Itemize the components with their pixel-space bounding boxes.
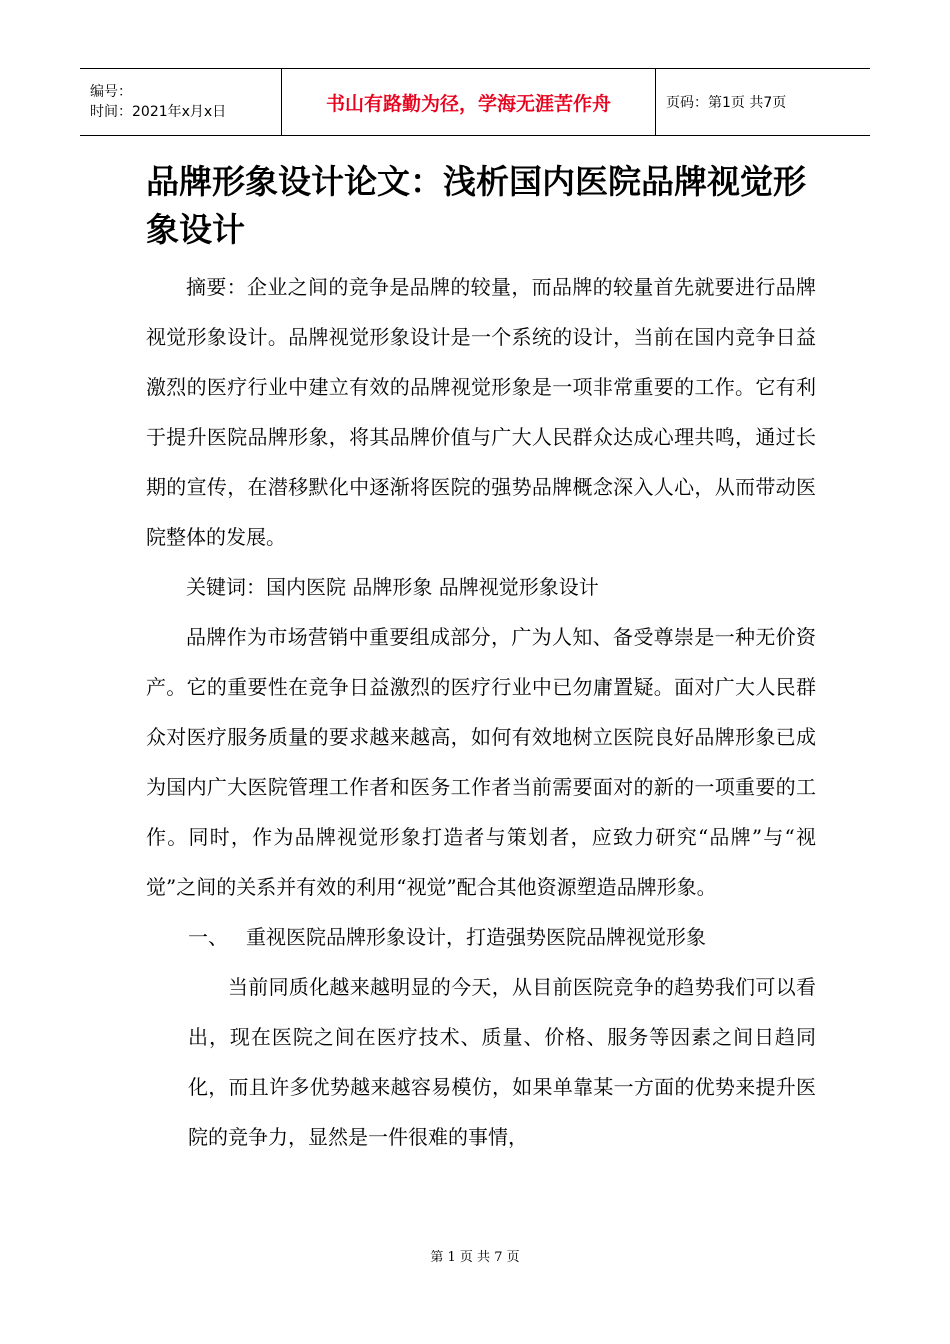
page-footer: 第 1 页 共 7 页 <box>430 1250 520 1265</box>
document-number-label: 编号： <box>90 84 132 100</box>
document-title: 品牌形象设计论文：浅析国内医院品牌视觉形象设计 <box>146 162 806 249</box>
header-motto-cell <box>282 69 656 135</box>
document-time-label: 时间：2021年x月x日 <box>90 104 227 120</box>
header-meta-cell <box>80 69 282 135</box>
header-table <box>80 68 870 136</box>
section-heading-text: 重视医院品牌形象设计，打造强势医院品牌视觉形象 <box>246 925 706 949</box>
section-paragraph: 当前同质化越来越明显的今天，从目前医院竞争的趋势我们可以看出，现在医院之间在医疗技术、质量、价格、服务等因素之间日趋同化，而且许多优势越来越容易模仿，如果单靠某一方面的优势来提升医院的竞争力，显然是一件很难的事情， <box>188 975 816 1149</box>
header-motto: 书山有路勤为径，学海无涯苦作舟 <box>325 92 611 115</box>
keywords-paragraph: 关键词：国内医院 品牌形象 品牌视觉形象设计 <box>186 575 599 599</box>
section-heading <box>146 912 816 962</box>
header-page-info: 页码：第1页 共7页 <box>666 95 787 111</box>
document-body <box>146 262 816 1162</box>
section-number: 一、 <box>188 925 228 949</box>
abstract-paragraph: 摘要：企业之间的竞争是品牌的较量，而品牌的较量首先就要进行品牌视觉形象设计。品牌视觉形象设计是一个系统的设计，当前在国内竞争日益激烈的医疗行业中建立有效的品牌视觉形象是一项非常重要的工作。它有利于提升医院品牌形象，将其品牌价值与广大人民群众达成心理共鸣，通过长期的宣传，在潜移默化中逐渐将医院的强势品牌概念深入人心，从而带动医院整体的发展。 <box>146 275 816 549</box>
header-page-cell <box>656 69 870 135</box>
intro-paragraph: 品牌作为市场营销中重要组成部分，广为人知、备受尊崇是一种无价资产。它的重要性在竞争日益激烈的医疗行业中已勿庸置疑。面对广大人民群众对医疗服务质量的要求越来越高，如何有效地树立医院良好品牌形象已成为国内广大医院管理工作者和医务工作者当前需要面对的新的一项重要的工作。同时，作为品牌视觉形象打造者与策划者，应致力研究“品牌”与“视觉”之间的关系并有效的利用“视觉”配合其他资源塑造品牌形象。 <box>146 625 816 899</box>
